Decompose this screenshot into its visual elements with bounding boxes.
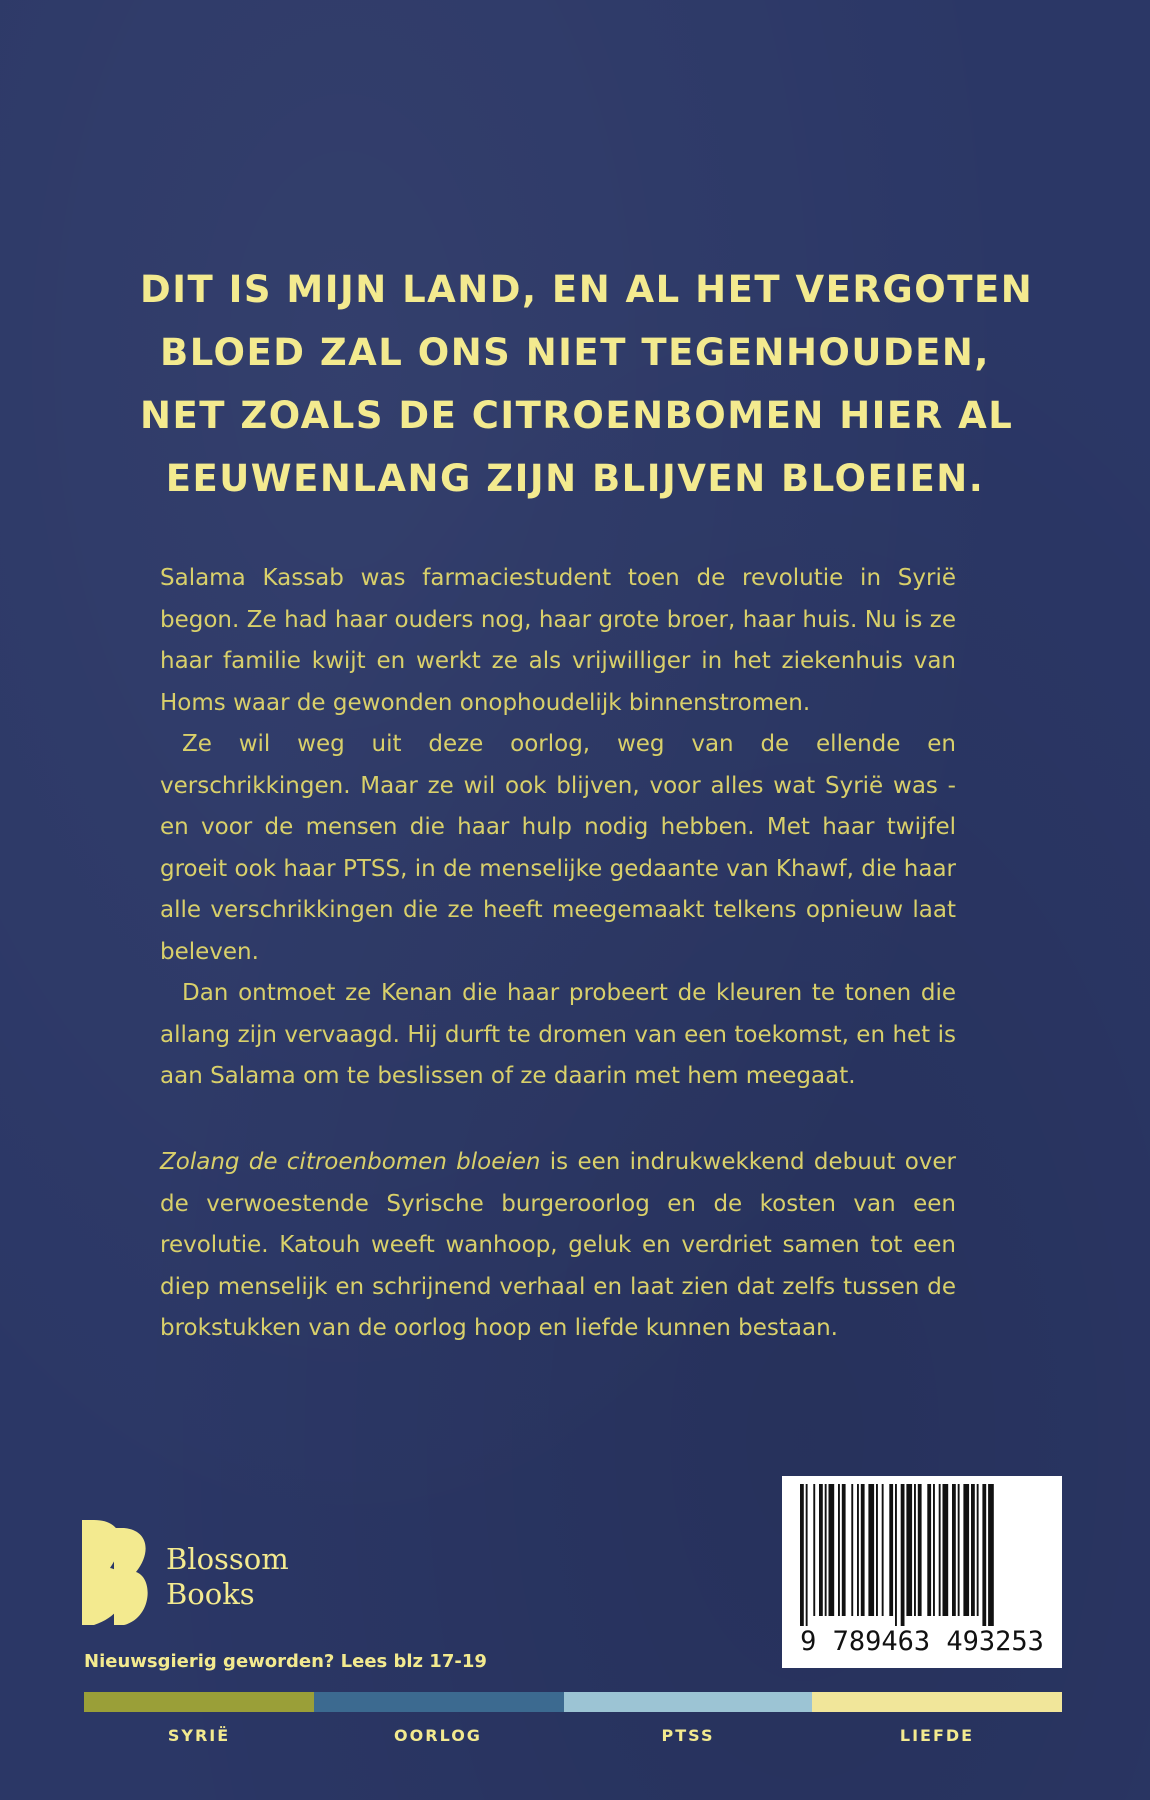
theme-tag: LIEFDE [899, 1726, 975, 1745]
color-bar-love [812, 1692, 1062, 1712]
barcode-bar [901, 1484, 905, 1626]
barcode-bar [927, 1484, 931, 1616]
theme-tag: OORLOG [394, 1726, 482, 1745]
barcode-bar [842, 1484, 846, 1616]
barcode-bar [958, 1484, 960, 1616]
color-bar-ptsd [564, 1692, 812, 1712]
teaser-text: Nieuwsgierig geworden? Lees blz 17-19 [84, 1651, 487, 1672]
review-paragraph [160, 1142, 956, 1350]
barcode-bar [963, 1484, 969, 1616]
blossom-books-logo-icon [82, 1520, 152, 1625]
publisher-name [166, 1542, 289, 1612]
publisher-logo [82, 1520, 322, 1625]
review-text: is een indrukwekkend debuut over de verwoestende Syrische burgeroorlog en de kosten van een revolutie. Katouh weeft wanhoop, geluk en verdriet samen tot een diep menselijk en schrijnend verhaal en laat zien dat zelfs tussen de brokstukken van de oorlog hoop en liefde kunnen bestaan. [160, 1149, 956, 1341]
color-bar-syria [84, 1692, 314, 1712]
quote-line: EEUWENLANG ZIJN BLIJVEN BLOEIEN. [165, 457, 985, 500]
barcode-bar [906, 1484, 912, 1616]
barcode-bars [796, 1484, 1048, 1626]
synopsis-paragraph: Ze wil weg uit deze oorlog, weg van de ellende en verschrikkingen. Maar ze wil ook blijven, voor alles wat Syrië was - en voor de mensen die haar hulp nodig hebben. Met haar twijfel groeit ook haar PTSS, in de menselijke gedaante van Khawf, die haar alle verschrikkingen die ze heeft meegemaakt telkens opnieuw laat beleven. [160, 731, 956, 965]
barcode-bar [876, 1484, 878, 1616]
barcode-bar [813, 1484, 815, 1616]
barcode-bar [825, 1484, 827, 1616]
barcode-bar [895, 1484, 897, 1626]
quote-line: BLOED ZAL ONS NIET TEGENHOUDEN, [160, 331, 990, 374]
theme-tag: PTSS [661, 1726, 715, 1745]
barcode-bar [918, 1484, 922, 1616]
quote-line: DIT IS MIJN LAND, EN AL HET VERGOTEN [140, 268, 1034, 311]
barcode-bar [851, 1484, 853, 1616]
barcode-bar [800, 1484, 804, 1626]
color-bar-war [314, 1692, 564, 1712]
synopsis-paragraph: Salama Kassab was farmaciestudent toen de revolutie in Syrië begon. Ze had haar ouders nog, haar grote broer, haar huis. Nu is ze haar familie kwijt en werkt ze als vrijwilliger in het ziekenhuis van Homs waar de gewonden onophoudelijk binnenstromen. [160, 565, 956, 716]
book-title-italic: Zolang de citroenbomen bloeien [160, 1149, 541, 1175]
barcode-bar [943, 1484, 949, 1616]
review-blurb [160, 1142, 956, 1350]
barcode-bar [977, 1484, 979, 1616]
barcode [782, 1476, 1062, 1668]
barcode-bar [868, 1484, 874, 1616]
barcode-bar [988, 1484, 994, 1626]
barcode-bar [819, 1484, 823, 1616]
barcode-bar [939, 1484, 941, 1616]
barcode-bar [982, 1484, 986, 1626]
barcode-bar [806, 1484, 808, 1626]
synopsis-paragraph: Dan ontmoet ze Kenan die haar probeert de kleuren te tonen die allang zijn vervaagd. Hij durft te dromen van een toekomst, en het is aan Salama om te beslissen of ze daarin met hem meegaat. [160, 980, 956, 1089]
quote-line: NET ZOALS DE CITROENBOMEN HIER AL [140, 394, 1014, 437]
barcode-bar [889, 1484, 893, 1616]
barcode-bar [914, 1484, 916, 1616]
barcode-bar [952, 1484, 956, 1616]
cover-quote [140, 258, 1034, 510]
barcode-bar [933, 1484, 935, 1616]
synopsis [160, 558, 956, 1098]
barcode-bar [882, 1484, 884, 1616]
theme-tag: SYRIË [167, 1726, 231, 1745]
barcode-bar [857, 1484, 859, 1616]
barcode-bar [971, 1484, 975, 1616]
publisher-name-line: Books [166, 1577, 255, 1611]
barcode-bar [829, 1484, 835, 1616]
isbn-number: 9 789463 493253 [800, 1626, 1044, 1657]
barcode-bar [838, 1484, 840, 1616]
barcode-bar [861, 1484, 865, 1616]
publisher-name-line: Blossom [166, 1542, 289, 1576]
